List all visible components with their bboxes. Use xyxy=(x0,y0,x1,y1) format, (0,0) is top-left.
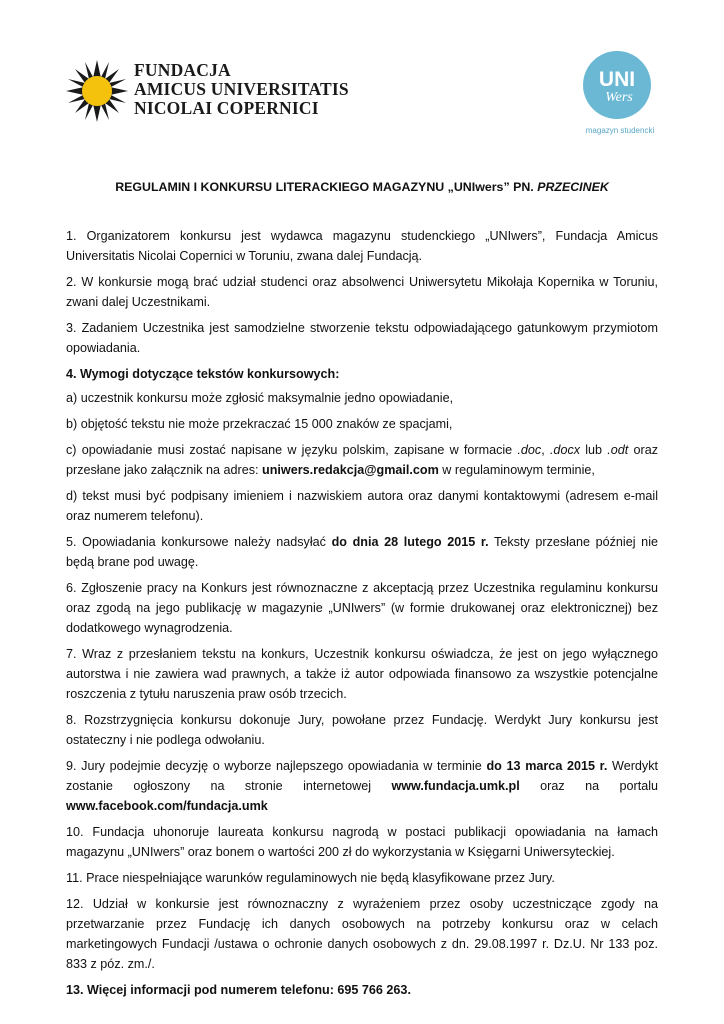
rule-11: 11. Prace niespełniające warunków regulaminowych nie będą klasyfikowane przez Jury. xyxy=(66,871,555,885)
rule-13 xyxy=(66,980,658,1000)
rule-4c xyxy=(66,440,658,480)
rule-5-text-1: 5. Opowiadania konkursowe należy nadsyłać xyxy=(66,535,332,549)
rule-9-text-1: 9. Jury podejmie decyzję o wyborze najlepszego opowiadania w terminie xyxy=(66,759,487,773)
rule-4c-text-2: , xyxy=(541,443,550,457)
rule-9 xyxy=(66,756,658,816)
contest-email: uniwers.redakcja@gmail.com xyxy=(262,463,439,477)
rule-4d: d) tekst musi być podpisany imieniem i nazwiskiem autora oraz danymi kontaktowymi (adresem e-mail oraz numerem telefonu). xyxy=(66,489,658,523)
rule-6: 6. Zgłoszenie pracy na Konkurs jest równoznaczne z akceptacją przez Uczestnika regulaminu konkursu oraz zgodą na jego publikację w magazynie „UNIwers” (w formie drukowanej oraz elektronicznej) bez dodatkowego wynagrodzenia. xyxy=(66,581,658,635)
foundation-name-line-2: AMICUS UNIVERSITATIS xyxy=(134,79,349,99)
rule-9-text-2: Werdykt zostanie ogłoszony na stronie internetowej xyxy=(66,759,658,793)
sunburst-logo-icon xyxy=(66,60,128,122)
rule-4c-text-3: lub xyxy=(580,443,608,457)
format-doc: .doc xyxy=(517,443,542,457)
document-title xyxy=(66,180,658,194)
rule-4c-text-1: c) opowiadanie musi zostać napisane w języku polskim, zapisane w formacie xyxy=(66,443,518,457)
website-link: www.fundacja.umk.pl xyxy=(391,779,520,793)
rule-1: 1. Organizatorem konkursu jest wydawca magazynu studenckiego „UNIwers”, Fundacja Amicus Universitatis Nicolai Copernici w Toruniu, zwana dalej Fundacją. xyxy=(66,229,658,263)
title-italic: PRZECINEK xyxy=(537,180,609,194)
magazine-logo xyxy=(580,50,660,142)
uniwers-logo-icon xyxy=(582,50,652,120)
rule-10: 10. Fundacja uhonoruje laureata konkursu nagrodą w postaci publikacji opowiadania na łamach magazynu „UNIwers” oraz bonem o wartości 200 zł do wykorzystania w Księgarni Uniwersyteckiej. xyxy=(66,825,658,859)
deadline-date: do dnia 28 lutego 2015 r. xyxy=(331,535,489,549)
foundation-name xyxy=(134,61,349,118)
foundation-name-line-1: FUNDACJA xyxy=(134,60,231,80)
format-odt: .odt xyxy=(607,443,629,457)
rule-5 xyxy=(66,532,658,572)
rule-4b: b) objętość tekstu nie może przekraczać 15 000 znaków ze spacjami, xyxy=(66,417,453,431)
rule-4a: a) uczestnik konkursu może zgłosić maksymalnie jedno opowiadanie, xyxy=(66,391,454,405)
title-main: REGULAMIN I KONKURSU LITERACKIEGO MAGAZYNU „UNIwers” PN. xyxy=(115,180,538,194)
rule-4-heading xyxy=(66,364,658,384)
format-docx: .docx xyxy=(549,443,581,457)
rule-3: 3. Zadaniem Uczestnika jest samodzielne stworzenie tekstu odpowiadającego gatunkowym przymiotom opowiadania. xyxy=(66,321,658,355)
rule-2: 2. W konkursie mogą brać udział studenci oraz absolwenci Uniwersytetu Mikołaja Kopernika w Toruniu, zwani dalej Uczestnikami. xyxy=(66,275,658,309)
logo-uni-text: UNI xyxy=(598,68,636,91)
rule-9-text-3: oraz na portalu xyxy=(519,779,659,793)
magazine-caption: magazyn studencki xyxy=(585,126,655,135)
foundation-logo xyxy=(66,60,376,122)
rule-4-text: 4. Wymogi dotyczące tekstów konkursowych: xyxy=(66,367,340,381)
rule-4c-text-4: oraz przesłane jako załącznik na adres: xyxy=(66,443,659,477)
rule-5-text-2: Teksty przesłane później nie będą brane pod uwagę. xyxy=(66,535,658,569)
regulations-body xyxy=(66,226,658,1006)
facebook-link: www.facebook.com/fundacja.umk xyxy=(66,799,268,813)
document-header xyxy=(0,0,724,160)
foundation-name-line-3: NICOLAI COPERNICI xyxy=(134,98,319,118)
rule-8: 8. Rozstrzygnięcia konkursu dokonuje Jury, powołane przez Fundację. Werdykt Jury konkursu jest ostateczny i nie podlega odwołaniu. xyxy=(66,713,658,747)
rule-13-text: 13. Więcej informacji pod numerem telefonu: 695 766 263. xyxy=(66,983,411,997)
logo-wers-text: Wers xyxy=(605,90,633,105)
rule-4c-text-5: w regulaminowym terminie, xyxy=(438,463,595,477)
rule-12: 12. Udział w konkursie jest równoznaczny z wyrażeniem przez osoby uczestniczące zgody na przetwarzanie przez Fundację ich danych osobowych na potrzeby konkursu oraz w celach marketingowych Fundacji /ustawa o ochronie danych osobowych z dn. 29.08.1997 r. Dz.U. Nr 133 poz. 833 z póz. zm./. xyxy=(66,897,658,971)
verdict-date: do 13 marca 2015 r. xyxy=(486,759,608,773)
rule-7: 7. Wraz z przesłaniem tekstu na konkurs, Uczestnik konkursu oświadcza, że jest on jego wyłącznego autorstwa i nie zawiera wad prawnych, a także iż autor odpowiada finansowo za wszystkie potencjalne roszczenia z tytułu naruszenia praw osób trzecich. xyxy=(66,647,658,701)
